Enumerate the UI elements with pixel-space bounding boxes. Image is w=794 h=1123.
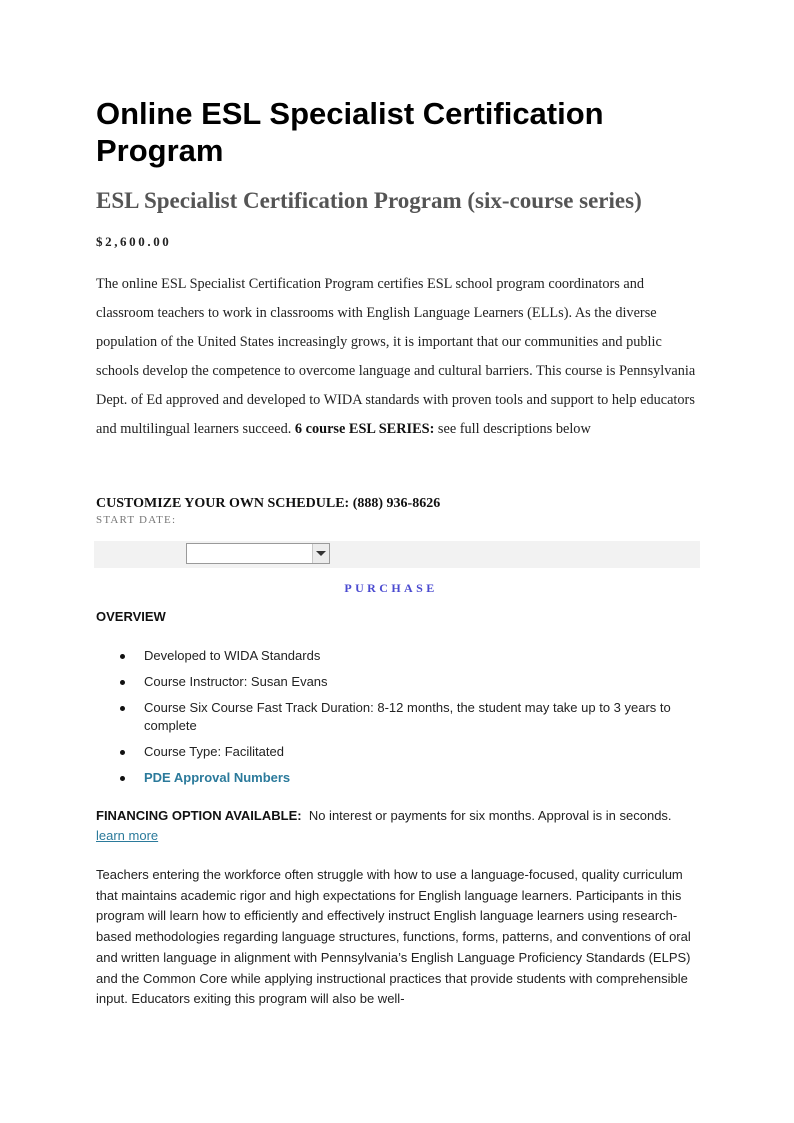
list-item — [96, 743, 700, 761]
price-label: $2,600.00 — [96, 234, 172, 249]
intro-text: The online ESL Specialist Certification Program certifies ESL school program coordinators and classroom teachers to work in classrooms with English Language Learners (ELLs). As the diverse population of the United States increasingly grows, it is important that our communities and public schools develop the competence to overcome language and cultural barriers. This course is Pennsylvania Dept. of Ed approved and developed to WIDA standards with proven tools and support to help educators and multilingual learners succeed. — [96, 276, 696, 437]
list-item-text: Course Type: Facilitated — [144, 744, 284, 759]
overview-list — [96, 647, 700, 795]
bullet-icon — [120, 706, 125, 711]
learn-more-link[interactable]: learn more — [96, 828, 159, 843]
series-suffix: see full descriptions below — [437, 421, 591, 437]
financing-text: No interest or payments for six months. Approval is in seconds. — [308, 808, 672, 823]
start-date-select[interactable] — [186, 543, 330, 564]
bullet-icon — [120, 680, 125, 685]
list-item-text: Developed to WIDA Standards — [144, 648, 321, 663]
description-paragraph: Teachers entering the workforce often struggle with how to use a language-focused, quality curriculum that maintains academic rigor and high expectations for English language learners. Participants in this program will learn how to efficiently and effectively instruct English language learners using research-based methodologies regarding language structures, functions, forms, patterns, and conventions of oral and written language in alignment with Pennsylvania’s English Language Proficiency Standards (ELPS) and the Common Core while applying instructional practices that provide students with comprehensible input. Educators exiting this program will also be well- — [96, 867, 691, 1007]
list-item-text: Course Six Course Fast Track Duration: 8-12 months, the student may take up to 3 years to complete — [144, 700, 671, 733]
dropdown-arrow-button[interactable] — [312, 544, 329, 563]
start-date-bar — [94, 541, 700, 568]
customize-schedule-label: CUSTOMIZE YOUR OWN SCHEDULE: (888) 936-8626 — [96, 496, 441, 511]
overview-heading: OVERVIEW — [96, 609, 166, 624]
list-item — [96, 673, 700, 691]
list-item — [96, 769, 700, 787]
chevron-down-icon — [316, 551, 326, 556]
series-label: 6 course ESL SERIES: — [294, 421, 435, 437]
pde-approval-link[interactable]: PDE Approval Numbers — [144, 770, 291, 785]
purchase-button[interactable]: PURCHASE — [344, 581, 438, 595]
list-item — [96, 699, 700, 735]
financing-label: FINANCING OPTION AVAILABLE: — [96, 808, 302, 823]
page-title: Online ESL Specialist Certification Program — [96, 96, 604, 168]
bullet-icon — [120, 776, 125, 781]
list-item-text: Course Instructor: Susan Evans — [144, 674, 328, 689]
program-subtitle: ESL Specialist Certification Program (six-course series) — [96, 188, 642, 213]
list-item — [96, 647, 700, 665]
bullet-icon — [120, 654, 125, 659]
intro-paragraph — [96, 270, 700, 444]
financing-paragraph — [96, 806, 700, 846]
bullet-icon — [120, 750, 125, 755]
start-date-label: START DATE: — [96, 514, 177, 526]
